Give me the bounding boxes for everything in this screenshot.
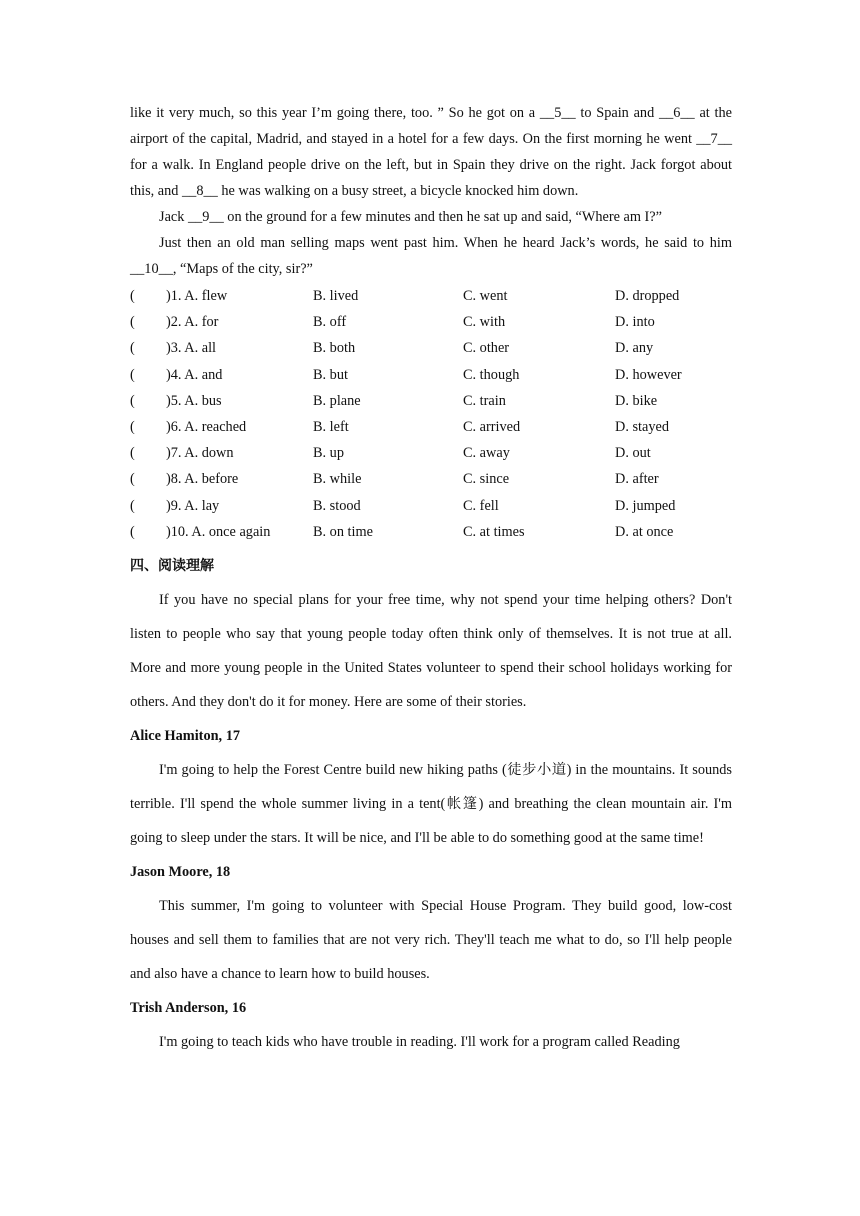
option-a: )7. A. down <box>166 445 234 462</box>
option-a: )4. A. and <box>166 366 223 383</box>
option-c: C. since <box>463 471 510 488</box>
answer-bracket: ( <box>130 314 135 331</box>
option-b: B. while <box>313 471 362 488</box>
option-b: B. off <box>313 314 347 331</box>
person-story: I'm going to teach kids who have trouble in reading. I'll work for a program called Reading <box>159 1034 680 1050</box>
option-a: )1. A. flew <box>166 288 228 304</box>
option-c: C. went <box>463 288 508 304</box>
option-d: D. after <box>615 471 659 488</box>
reading-intro: If you have no special plans for your free time, why not spend your time helping others? Don't listen to people who say that young people today often think only of themselves. It is not true at all. More and more young people in the United States volunteer to spend their school holidays working for others. And they don't do it for money. Here are some of their stories. <box>130 592 732 710</box>
option-d: D. into <box>615 314 655 331</box>
question-row <box>130 362 732 388</box>
passage-paragraph-2: Jack __9__ on the ground for a few minutes and then he sat up and said, “Where am I?” <box>159 209 663 225</box>
person-story: I'm going to help the Forest Centre build new hiking paths (徒步小道) in the mountains. It sounds terrible. I'll spend the whole summer living in a tent(帐篷) and breathing the clean mountain air. I'm going to sleep under the stars. It will be nice, and I'll be able to do something good at the same time! <box>130 762 732 846</box>
option-a: )9. A. lay <box>166 497 220 514</box>
option-d: D. jumped <box>615 497 676 514</box>
option-a: )5. A. bus <box>166 392 222 409</box>
option-b: B. up <box>313 445 344 462</box>
options-list <box>130 283 732 545</box>
option-c: C. away <box>463 445 510 462</box>
option-d: D. any <box>615 340 654 357</box>
answer-bracket: ( <box>130 497 135 514</box>
cloze-passage <box>130 100 732 282</box>
answer-bracket: ( <box>130 523 135 540</box>
option-d: D. dropped <box>615 288 680 304</box>
person-story: This summer, I'm going to volunteer with Special House Program. They build good, low-cost houses and sell them to families that are not very rich. They'll teach me what to do, so I'll help people and also have a chance to learn how to build houses. <box>130 898 732 982</box>
question-row <box>130 440 732 466</box>
option-c: C. though <box>463 366 520 383</box>
answer-bracket: ( <box>130 340 135 357</box>
option-d: D. at once <box>615 523 674 540</box>
answer-bracket: ( <box>130 418 135 435</box>
option-b: B. but <box>313 366 348 383</box>
option-a: )3. A. all <box>166 340 217 357</box>
option-b: B. stood <box>313 497 361 514</box>
option-c: C. with <box>463 314 506 331</box>
option-b: B. both <box>313 340 356 357</box>
question-row <box>130 493 732 519</box>
option-d: D. stayed <box>615 418 669 435</box>
answer-bracket: ( <box>130 445 135 462</box>
option-b: B. left <box>313 418 349 435</box>
option-a: )6. A. reached <box>166 418 247 435</box>
answer-bracket: ( <box>130 471 135 488</box>
option-a: )10. A. once again <box>166 523 271 540</box>
person-name: Alice Hamiton, 17 <box>130 728 240 744</box>
question-row <box>130 519 732 545</box>
option-d: D. however <box>615 366 682 383</box>
question-row <box>130 414 732 440</box>
option-b: B. lived <box>313 288 359 304</box>
question-row <box>130 335 732 361</box>
option-c: C. fell <box>463 497 499 514</box>
question-row <box>130 466 732 492</box>
option-a: )8. A. before <box>166 471 239 488</box>
question-row <box>130 309 732 335</box>
option-c: C. arrived <box>463 418 521 435</box>
question-row <box>130 388 732 414</box>
option-c: C. at times <box>463 523 525 540</box>
option-c: C. other <box>463 340 510 357</box>
person-name: Jason Moore, 18 <box>130 864 231 880</box>
passage-paragraph-1: like it very much, so this year I’m going there, too. ” So he got on a __5__ to Spain and __6__ at the airport of the capital, Madrid, and stayed in a hotel for a few days. On the first morning he went __7__ for a walk. In England people drive on the left, but in Spain they drive on the right. Jack forgot about this, and __8__ he was walking on a busy street, a bicycle knocked him down. <box>130 105 732 199</box>
reading-section <box>130 549 732 1059</box>
answer-bracket: ( <box>130 366 135 383</box>
option-d: D. bike <box>615 392 658 409</box>
option-d: D. out <box>615 445 651 462</box>
passage-paragraph-3: Just then an old man selling maps went past him. When he heard Jack’s words, he said to him __10__, “Maps of the city, sir?” <box>130 235 732 277</box>
person-name: Trish Anderson, 16 <box>130 1000 247 1016</box>
question-row <box>130 283 732 309</box>
answer-bracket: ( <box>130 392 135 409</box>
section-heading: 四、阅读理解 <box>130 558 214 574</box>
option-b: B. plane <box>313 392 361 409</box>
option-a: )2. A. for <box>166 314 219 331</box>
answer-bracket: ( <box>130 288 135 304</box>
option-b: B. on time <box>313 523 373 540</box>
option-c: C. train <box>463 392 506 409</box>
